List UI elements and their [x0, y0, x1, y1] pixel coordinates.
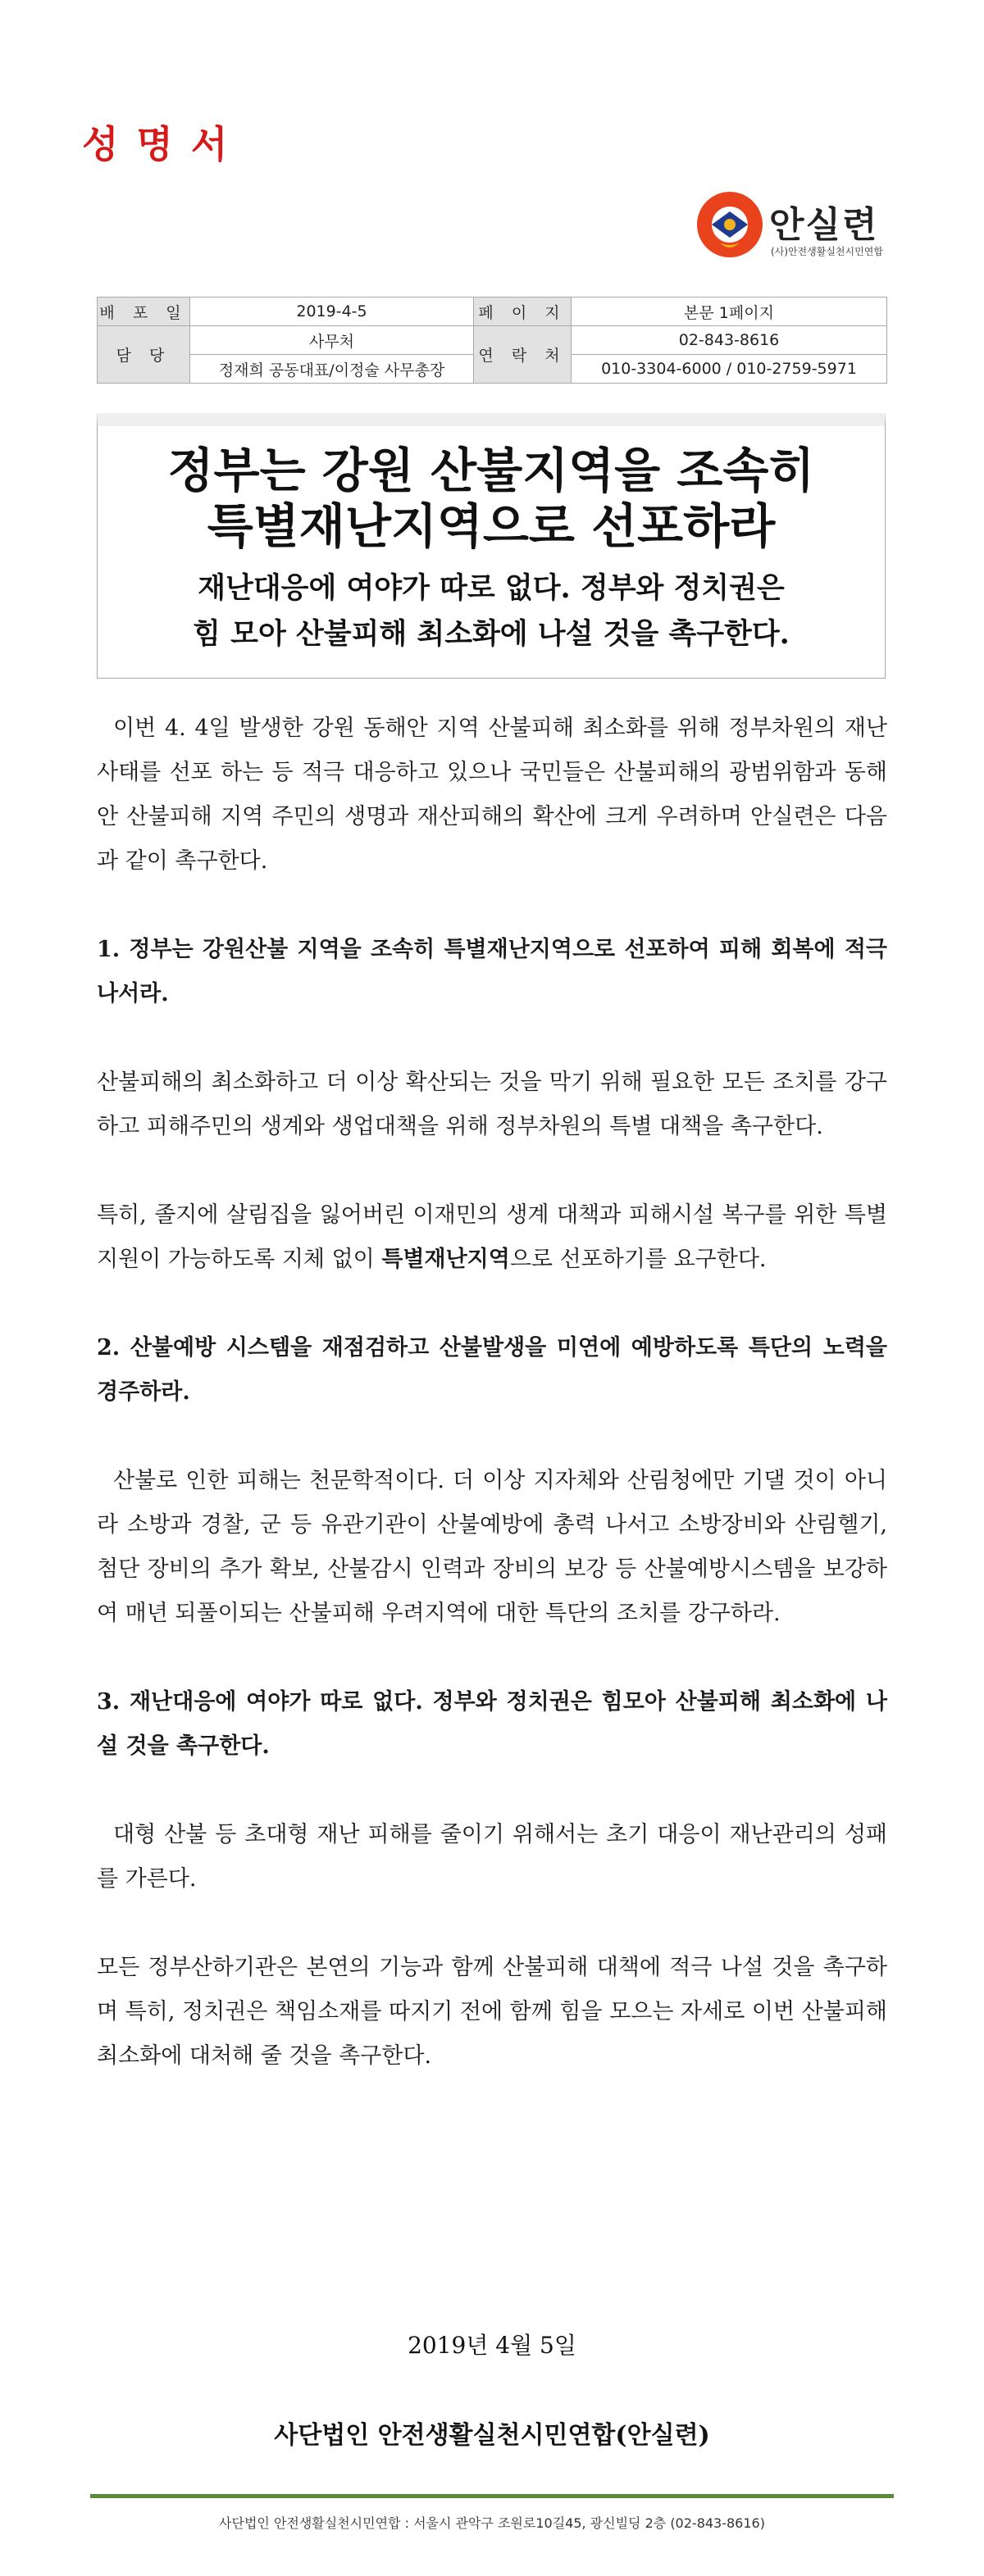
headline-sub-2: 힘 모아 산불피해 최소화에 나설 것을 촉구한다. — [193, 617, 790, 651]
section-3-paragraph-1: 대형 산불 등 초대형 재난 피해를 줄이기 위해서는 초기 대응이 재난관리의 성패를 가른다. — [97, 1822, 887, 1892]
section-3-heading: 3. 재난대응에 여야가 따로 없다. 정부와 정치권은 힘모아 산불피해 최소화에 나설 것을 촉구한다. — [97, 1689, 887, 1759]
section-3-paragraph-2: 모든 정부산하기관은 본연의 기능과 함께 산불피해 대책에 적극 나설 것을 촉구하며 특히, 정치권은 책임소재를 따지기 전에 함께 힘을 모으는 자세로 이번 산불피해 최소화에 대처해 줄 것을 촉구한다. — [97, 1955, 887, 2069]
section-1-paragraph-2-tail: 으로 선포하기를 요구한다. — [509, 1247, 767, 1272]
phone-value-1: 02-843-8616 — [572, 326, 887, 355]
footer-address: 사단법인 안전생활실천시민연합 : 서울시 관악구 조원로10길45, 광신빌딩 2층 (02-843-8616) — [219, 2515, 765, 2531]
intro-paragraph: 이번 4. 4일 발생한 강원 동해안 지역 산불피해 최소화를 위해 정부차원의 재난사태를 선포 하는 등 적극 대응하고 있으나 국민들은 산불피해의 광범위함과 동해안 산불피해 지역 주민의 생명과 재산피해의 확산에 크게 우려하며 안실련은 다음과 같이 촉구한다. — [97, 716, 887, 874]
date-value: 2019-4-5 — [190, 298, 474, 326]
contact-label: 담 당 — [98, 326, 190, 384]
headline-box — [97, 413, 886, 679]
page-label: 페 이 지 — [474, 298, 572, 326]
headline-line-2: 특별재난지역으로 선포하라 — [207, 498, 776, 554]
headline-title — [98, 443, 885, 554]
office-value: 사무처 — [190, 326, 474, 355]
document-type-label: 성명서 — [82, 122, 246, 166]
section-2-heading: 2. 산불예방 시스템을 재점검하고 산불발생을 미연에 예방하도록 특단의 노력을 경주하라. — [97, 1335, 887, 1405]
statement-body — [97, 706, 887, 2123]
logo-name: 안실련 — [769, 204, 879, 246]
date-label: 배 포 일 — [98, 298, 190, 326]
footer-divider — [90, 2494, 894, 2498]
issuing-organization: 사단법인 안전생활실천시민연합(안실련) — [274, 2421, 710, 2450]
headline-subtitle — [98, 566, 885, 657]
statement-date: 2019년 4월 5일 — [408, 2332, 576, 2359]
section-1-paragraph-1: 산불피해의 최소화하고 더 이상 확산되는 것을 막기 위해 필요한 모든 조치를 강구하고 피해주민의 생계와 생업대책을 위해 정부차원의 특별 대책을 촉구한다. — [97, 1070, 887, 1139]
page-value: 본문 1페이지 — [572, 298, 887, 326]
logo-subtitle: (사)안전생활실천시민연합 — [771, 246, 883, 257]
section-1-heading: 1. 정부는 강원산불 지역을 조속히 특별재난지역으로 선포하여 피해 회복에 적극 나서라. — [97, 937, 887, 1006]
section-1-paragraph-2 — [97, 1193, 887, 1282]
section-1-paragraph-2-emphasis: 특별재난지역 — [381, 1247, 510, 1272]
section-2-paragraph: 산불로 인한 피해는 천문학적이다. 더 이상 지자체와 산림청에만 기댈 것이 아니라 소방과 경찰, 군 등 유관기관이 산불예방에 총력 나서고 소방장비와 산림헬기, 첨단 장비의 추가 확보, 산불감시 인력과 장비의 보강 등 산불예방시스템을 보강하여 매년 되풀이되는 산불피해 우려지역에 대한 특단의 조치를 강구하라. — [97, 1468, 887, 1626]
phone-label: 연 락 처 — [474, 326, 572, 384]
release-info-table — [97, 297, 887, 384]
persons-value: 정재희 공동대표/이정술 사무총장 — [190, 355, 474, 384]
headline-sub-1: 재난대응에 여야가 따로 없다. 정부와 정치권은 — [198, 571, 785, 605]
headline-line-1: 정부는 강원 산불지역을 조속히 — [167, 443, 815, 498]
phone-value-2: 010-3304-6000 / 010-2759-5971 — [572, 355, 887, 384]
section-1-paragraph-2-text: 특히, 졸지에 살림집을 잃어버린 이재민의 생계 대책과 피해시설 복구를 위한 특별지원이 가능하도록 지체 없이 — [97, 1202, 887, 1272]
logo-emblem-icon — [695, 190, 764, 259]
organization-logo — [695, 190, 909, 272]
